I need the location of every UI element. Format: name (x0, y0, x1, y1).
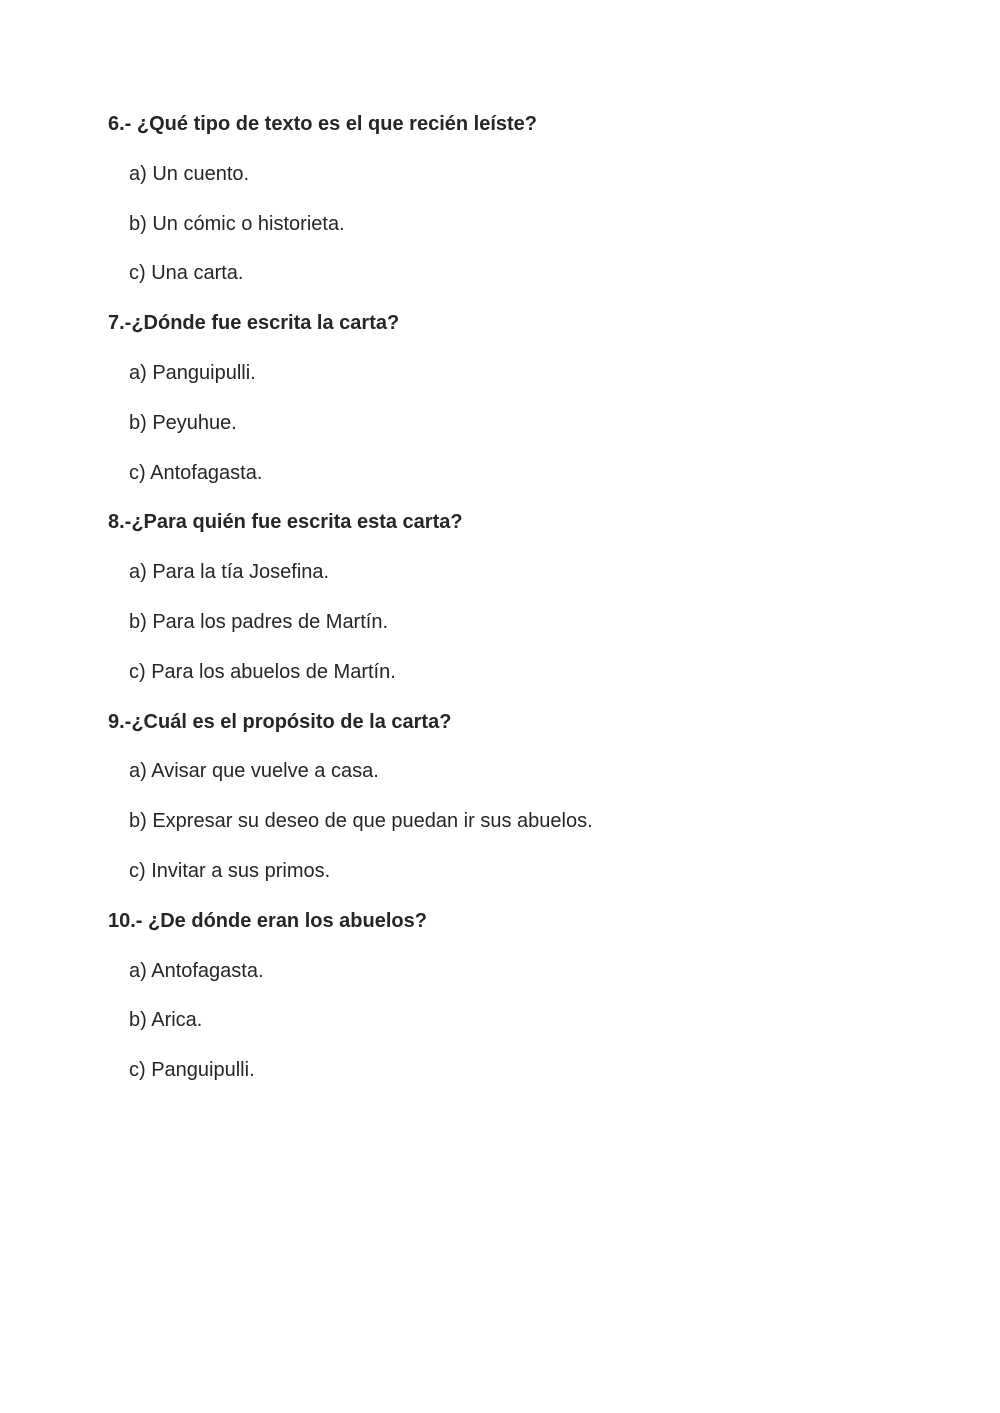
option-a: a) Antofagasta. (129, 959, 264, 982)
question-8 (108, 506, 928, 687)
question-9 (108, 706, 928, 887)
option-c: c) Invitar a sus primos. (129, 859, 331, 882)
option-b: b) Expresar su deseo de que puedan ir sus abuelos. (129, 810, 593, 833)
option-c: c) Para los abuelos de Martín. (129, 660, 396, 683)
option-b: b) Un cómic o historieta. (129, 212, 345, 235)
option-c: c) Antofagasta. (129, 461, 263, 484)
option-b: b) Peyuhue. (129, 411, 237, 434)
option-a: a) Avisar que vuelve a casa. (129, 760, 379, 783)
question-text: 8.-¿Para quién fue escrita esta carta? (108, 511, 463, 534)
question-text: 7.-¿Dónde fue escrita la carta? (108, 312, 400, 335)
option-a: a) Panguipulli. (129, 361, 256, 384)
question-6 (108, 108, 928, 289)
option-b: b) Para los padres de Martín. (129, 610, 389, 633)
option-c: c) Una carta. (129, 262, 244, 285)
question-text: 6.- ¿Qué tipo de texto es el que recién leíste? (108, 113, 538, 135)
option-b: b) Arica. (129, 1009, 203, 1032)
option-a: a) Un cuento. (129, 162, 250, 185)
question-text: 10.- ¿De dónde eran los abuelos? (108, 909, 427, 932)
option-a: a) Para la tía Josefina. (129, 561, 330, 584)
option-c: c) Panguipulli. (129, 1059, 255, 1082)
question-text: 9.-¿Cuál es el propósito de la carta? (108, 710, 452, 733)
question-10 (108, 905, 928, 1086)
question-7 (108, 307, 928, 488)
question-list (108, 108, 928, 1104)
